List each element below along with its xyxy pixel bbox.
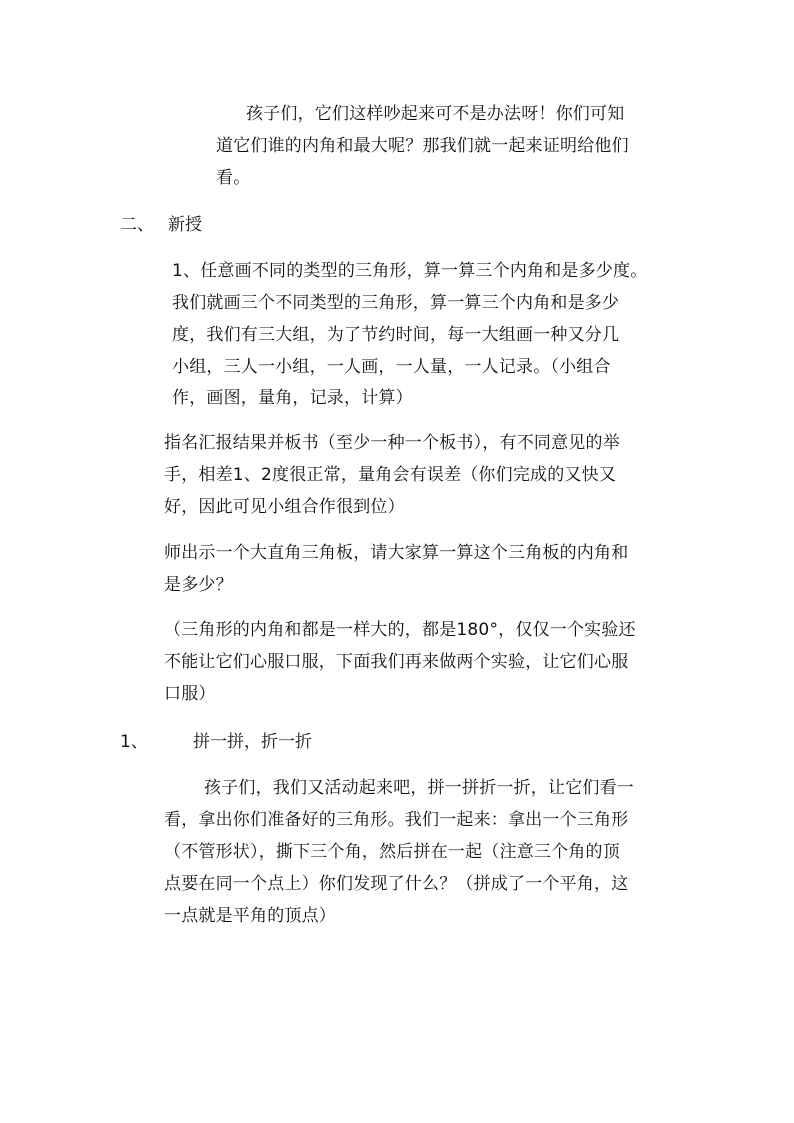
section-number: 二、 (120, 215, 154, 235)
report-line-3: 好，因此可见小组合作很到位） (164, 497, 405, 517)
report-line-2: 手，相差1、2度很正常，量角会有误差（你们完成的又快又 (164, 465, 617, 485)
puzzle-line-5: 一点就是平角的顶点） (164, 906, 336, 926)
puzzle-section-number: 1、 (120, 732, 148, 752)
conclusion-line-2: 不能让它们心服口服，下面我们再来做两个实验，让它们心服 (164, 652, 629, 672)
step1-line-3: 度，我们有三大组，为了节约时间，每一大组画一种又分几 (172, 325, 620, 345)
report-line-1: 指名汇报结果并板书（至少一种一个板书），有不同意见的举 (164, 433, 620, 453)
puzzle-section-title: 拼一拼，折一折 (193, 732, 312, 752)
intro-line-2: 道它们谁的内角和最大呢？那我们就一起来证明给他们 (216, 136, 629, 156)
puzzle-line-1: 孩子们，我们又活动起来吧，拼一拼折一折，让它们看一 (204, 778, 634, 798)
conclusion-line-1: （三角形的内角和都是一样大的，都是180°，仅仅一个实验还 (164, 620, 636, 640)
step1-line-2: 我们就画三个不同类型的三角形，算一算三个内角和是多少 (172, 293, 620, 313)
puzzle-line-2: 看，拿出你们准备好的三角形。我们一起来：拿出一个三角形 (164, 810, 629, 830)
step1-line-5: 作，画图，量角，记录，计算） (172, 388, 413, 408)
puzzle-line-3: （不管形状），撕下三个角，然后拼在一起（注意三个角的顶 (164, 842, 620, 862)
conclusion-line-3: 口服） (164, 684, 216, 704)
intro-line-1: 孩子们，它们这样吵起来可不是办法呀！你们可知 (246, 104, 625, 124)
step1-line-1: 1、任意画不同的类型的三角形，算一算三个内角和是多少度。 (172, 261, 648, 281)
section-title: 新授 (168, 215, 202, 235)
intro-line-3: 看。 (216, 168, 251, 188)
puzzle-line-4: 点要在同一个点上）你们发现了什么？（拼成了一个平角，这 (164, 874, 629, 894)
teacher-line-2: 是多少？ (164, 575, 233, 595)
teacher-line-1: 师出示一个大直角三角板，请大家算一算这个三角板的内角和 (164, 543, 629, 563)
step1-line-4: 小组，三人一小组，一人画，一人量，一人记录。（小组合 (172, 357, 611, 377)
